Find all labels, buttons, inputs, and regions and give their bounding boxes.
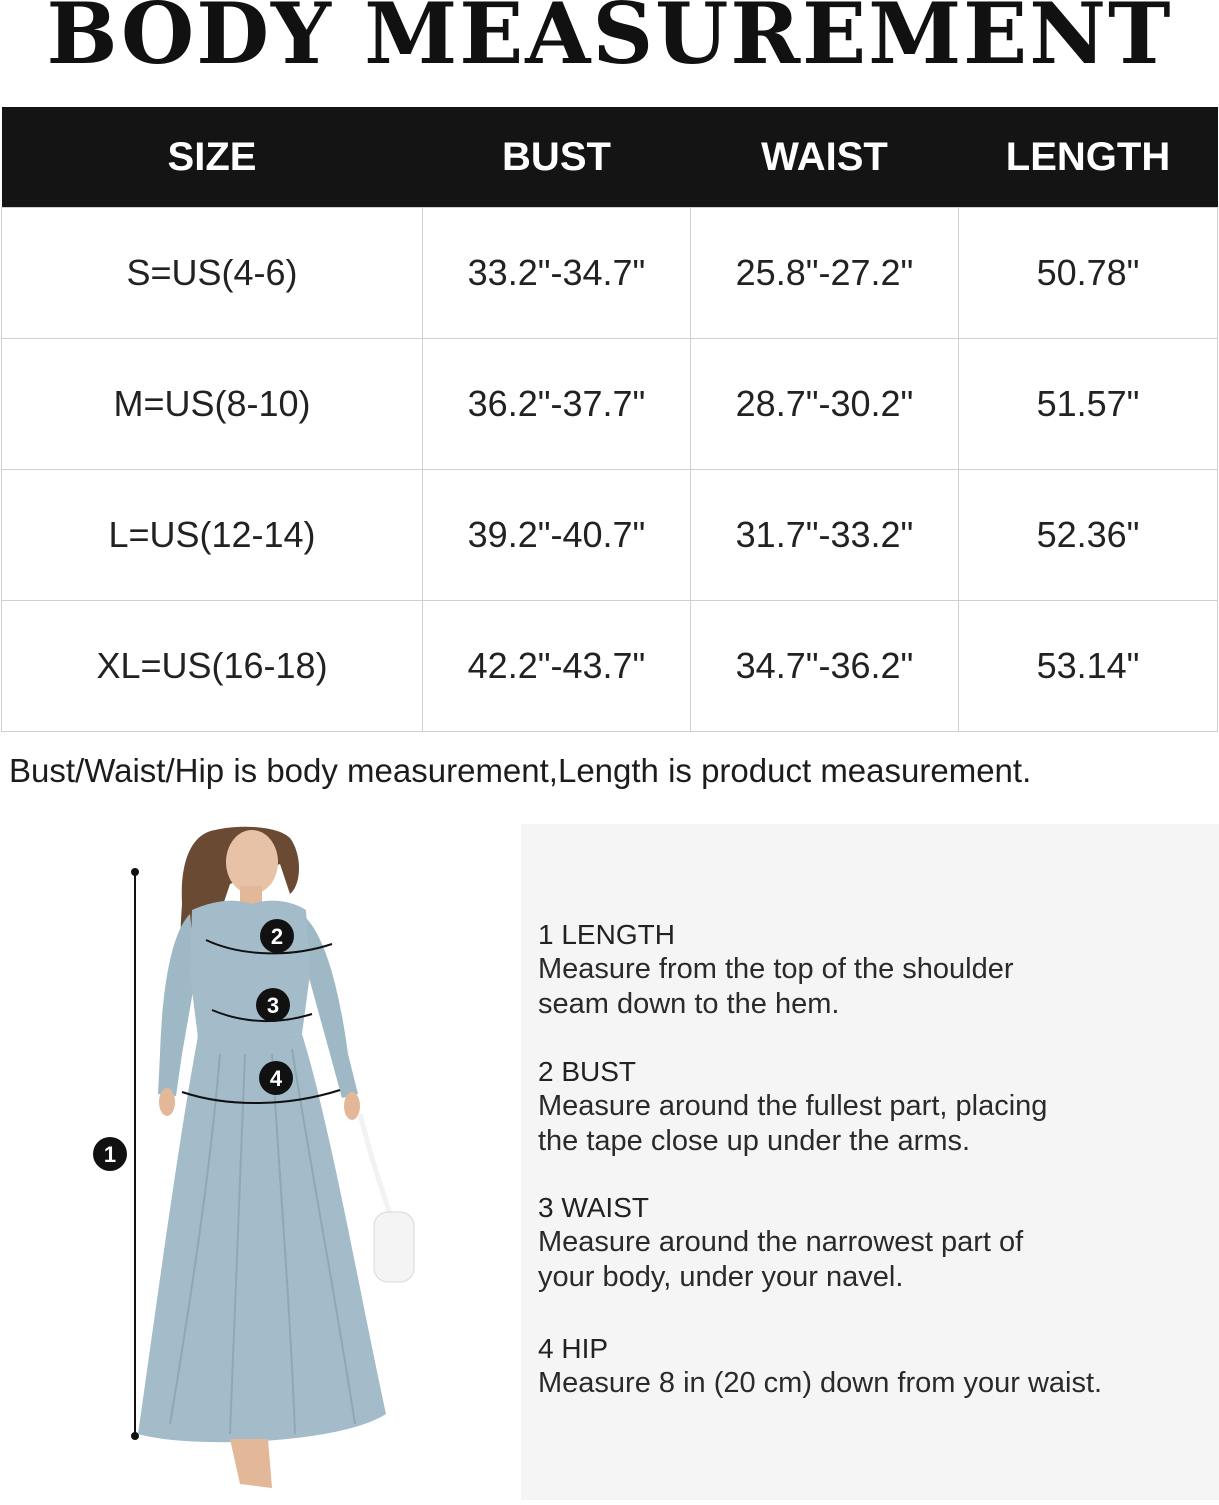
guide-heading: 3 WAIST [538, 1192, 649, 1223]
guide-item-length [538, 918, 1198, 1022]
length-cell: 51.57" [959, 339, 1218, 470]
length-cell: 53.14" [959, 601, 1218, 732]
guide-item-hip [538, 1332, 1198, 1401]
size-cell: S=US(4-6) [2, 208, 423, 339]
length-guide-top-dot [131, 868, 139, 876]
guide-text: Measure around the fullest part, placing the tape close up under the arms. [538, 1090, 1048, 1157]
header-size: SIZE [2, 107, 423, 208]
size-cell: M=US(8-10) [2, 339, 423, 470]
table-row [2, 208, 1218, 339]
size-cell: XL=US(16-18) [2, 601, 423, 732]
guide-text: Measure around the narrowest part of your body, under your navel. [538, 1226, 1024, 1293]
size-cell: L=US(12-14) [2, 470, 423, 601]
model-bodice [190, 901, 310, 1038]
marker-2 [260, 919, 294, 953]
header-waist: WAIST [691, 107, 959, 208]
model-face [226, 830, 278, 894]
marker-2-label: 2 [270, 924, 284, 949]
length-cell: 52.36" [959, 470, 1218, 601]
measurement-guide [521, 824, 1219, 1500]
model-shoes [230, 1439, 272, 1488]
marker-1 [93, 1137, 127, 1171]
guide-text: Measure 8 in (20 cm) down from your waist. [538, 1367, 1103, 1399]
length-guide-bottom-dot [131, 1432, 139, 1440]
page-title: BODY MEASUREMENT [46, 0, 1173, 80]
table-row [2, 601, 1218, 732]
marker-4-label: 4 [269, 1066, 283, 1091]
waist-cell: 25.8"-27.2" [691, 208, 959, 339]
length-cell: 50.78" [959, 208, 1218, 339]
size-chart-table [1, 107, 1218, 732]
table-header-row [2, 107, 1218, 208]
bust-cell: 36.2"-37.7" [423, 339, 691, 470]
handbag-strap [360, 1114, 390, 1214]
header-bust: BUST [423, 107, 691, 208]
bust-cell: 39.2"-40.7" [423, 470, 691, 601]
waist-cell: 28.7"-30.2" [691, 339, 959, 470]
model-right-hand [344, 1092, 360, 1120]
model-left-sleeve [158, 914, 196, 1096]
guide-heading: 4 HIP [538, 1333, 609, 1364]
guide-item-waist [538, 1191, 1198, 1295]
marker-4 [259, 1061, 293, 1095]
bust-cell: 42.2"-43.7" [423, 601, 691, 732]
guide-item-bust [538, 1055, 1198, 1159]
handbag [374, 1212, 414, 1282]
waist-cell: 34.7"-36.2" [691, 601, 959, 732]
measurement-note: Bust/Waist/Hip is body measurement,Length is product measurement. [9, 752, 1032, 789]
bust-cell: 33.2"-34.7" [423, 208, 691, 339]
guide-heading: 2 BUST [538, 1056, 637, 1087]
model-left-hand [159, 1088, 175, 1116]
table-row [2, 470, 1218, 601]
table-row [2, 339, 1218, 470]
guide-text: Measure from the top of the shoulder seam down to the hem. [538, 953, 1014, 1020]
guide-heading: 1 LENGTH [538, 919, 675, 950]
marker-3-label: 3 [266, 993, 280, 1018]
model-figure [40, 824, 490, 1500]
waist-cell: 31.7"-33.2" [691, 470, 959, 601]
header-length: LENGTH [959, 107, 1218, 208]
marker-3 [256, 988, 290, 1022]
marker-1-label: 1 [103, 1142, 117, 1167]
